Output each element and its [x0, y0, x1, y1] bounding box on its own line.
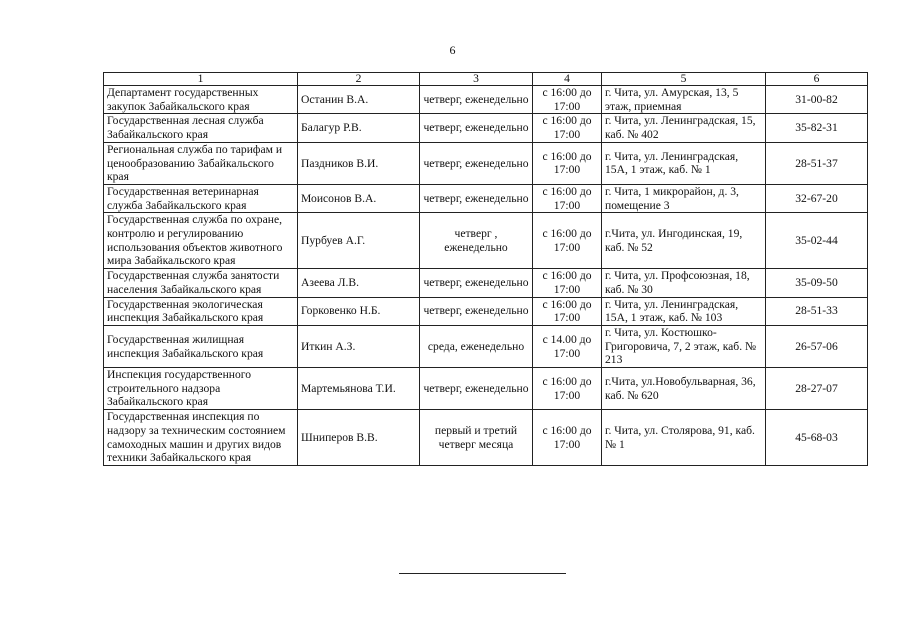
- reception-time-cell: с 16:00 до 17:00: [533, 410, 602, 466]
- organization-cell: Государственная ветеринарная служба Забайкальского края: [104, 184, 298, 212]
- address-cell: г. Чита, ул. Столярова, 91, каб. № 1: [602, 410, 766, 466]
- phone-cell: 28-27-07: [766, 368, 868, 410]
- reception-time-cell: с 16:00 до 17:00: [533, 142, 602, 184]
- table-row: [104, 184, 868, 212]
- column-header: 3: [420, 73, 533, 86]
- table-row: [104, 213, 868, 269]
- organization-cell: Инспекция государственного строительного надзора Забайкальского края: [104, 368, 298, 410]
- reception-time-cell: с 16:00 до 17:00: [533, 269, 602, 297]
- table-row: [104, 368, 868, 410]
- table-row: [104, 410, 868, 466]
- footnote-separator: [399, 573, 566, 574]
- reception-time-cell: с 16:00 до 17:00: [533, 184, 602, 212]
- official-name-cell: Иткин А.З.: [298, 325, 420, 367]
- reception-day-cell: четверг, еженедельно: [420, 86, 533, 114]
- address-cell: г.Чита, ул.Новобульварная, 36, каб. № 620: [602, 368, 766, 410]
- organization-cell: Государственная лесная служба Забайкальского края: [104, 114, 298, 142]
- reception-day-cell: среда, еженедельно: [420, 325, 533, 367]
- reception-day-cell: первый и третий четверг месяца: [420, 410, 533, 466]
- official-name-cell: Пурбуев А.Г.: [298, 213, 420, 269]
- reception-day-cell: четверг, еженедельно: [420, 142, 533, 184]
- table-row: [104, 269, 868, 297]
- column-header: 2: [298, 73, 420, 86]
- organization-cell: Департамент государственных закупок Забайкальского края: [104, 86, 298, 114]
- official-name-cell: Моисонов В.А.: [298, 184, 420, 212]
- address-cell: г. Чита, 1 микрорайон, д. 3, помещение 3: [602, 184, 766, 212]
- table-row: [104, 297, 868, 325]
- official-name-cell: Балагур Р.В.: [298, 114, 420, 142]
- table-row: [104, 325, 868, 367]
- table-row: [104, 114, 868, 142]
- organization-cell: Региональная служба по тарифам и ценообразованию Забайкальского края: [104, 142, 298, 184]
- phone-cell: 32-67-20: [766, 184, 868, 212]
- table-row: [104, 142, 868, 184]
- organization-cell: Государственная служба по охране, контролю и регулированию использования объектов животного мира Забайкальского края: [104, 213, 298, 269]
- organization-cell: Государственная жилищная инспекция Забайкальского края: [104, 325, 298, 367]
- phone-cell: 35-02-44: [766, 213, 868, 269]
- official-name-cell: Шниперов В.В.: [298, 410, 420, 466]
- column-header: 4: [533, 73, 602, 86]
- phone-cell: 35-82-31: [766, 114, 868, 142]
- address-cell: г. Чита, ул. Ленинградская, 15, каб. № 402: [602, 114, 766, 142]
- reception-day-cell: четверг, еженедельно: [420, 368, 533, 410]
- reception-time-cell: с 14.00 до 17:00: [533, 325, 602, 367]
- header-row: [104, 73, 868, 86]
- reception-time-cell: с 16:00 до 17:00: [533, 114, 602, 142]
- official-name-cell: Останин В.А.: [298, 86, 420, 114]
- organization-cell: Государственная инспекция по надзору за техническим состоянием самоходных машин и других видов техники Забайкальского края: [104, 410, 298, 466]
- column-header: 5: [602, 73, 766, 86]
- official-name-cell: Паздников В.И.: [298, 142, 420, 184]
- reception-day-cell: четверг, еженедельно: [420, 114, 533, 142]
- address-cell: г. Чита, ул. Ленинградская, 15А, 1 этаж, каб. № 103: [602, 297, 766, 325]
- address-cell: г. Чита, ул. Амурская, 13, 5 этаж, приемная: [602, 86, 766, 114]
- organization-cell: Государственная служба занятости населения Забайкальского края: [104, 269, 298, 297]
- reception-time-cell: с 16:00 до 17:00: [533, 368, 602, 410]
- phone-cell: 28-51-33: [766, 297, 868, 325]
- phone-cell: 45-68-03: [766, 410, 868, 466]
- official-name-cell: Мартемьянова Т.И.: [298, 368, 420, 410]
- phone-cell: 35-09-50: [766, 269, 868, 297]
- page-number: 6: [449, 43, 456, 57]
- address-cell: г.Чита, ул. Ингодинская, 19, каб. № 52: [602, 213, 766, 269]
- reception-day-cell: четверг , еженедельно: [420, 213, 533, 269]
- reception-schedule-table: [103, 72, 868, 466]
- address-cell: г. Чита, ул. Костюшко-Григоровича, 7, 2 этаж, каб. № 213: [602, 325, 766, 367]
- reception-day-cell: четверг, еженедельно: [420, 297, 533, 325]
- address-cell: г. Чита, ул. Ленинградская, 15А, 1 этаж, каб. № 1: [602, 142, 766, 184]
- table-row: [104, 86, 868, 114]
- reception-time-cell: с 16:00 до 17:00: [533, 213, 602, 269]
- organization-cell: Государственная экологическая инспекция Забайкальского края: [104, 297, 298, 325]
- reception-day-cell: четверг, еженедельно: [420, 184, 533, 212]
- reception-time-cell: с 16:00 до 17:00: [533, 297, 602, 325]
- reception-day-cell: четверг, еженедельно: [420, 269, 533, 297]
- phone-cell: 28-51-37: [766, 142, 868, 184]
- official-name-cell: Азеева Л.В.: [298, 269, 420, 297]
- address-cell: г. Чита, ул. Профсоюзная, 18, каб. № 30: [602, 269, 766, 297]
- phone-cell: 26-57-06: [766, 325, 868, 367]
- reception-time-cell: с 16:00 до 17:00: [533, 86, 602, 114]
- column-header: 6: [766, 73, 868, 86]
- official-name-cell: Горковенко Н.Б.: [298, 297, 420, 325]
- column-header: 1: [104, 73, 298, 86]
- phone-cell: 31-00-82: [766, 86, 868, 114]
